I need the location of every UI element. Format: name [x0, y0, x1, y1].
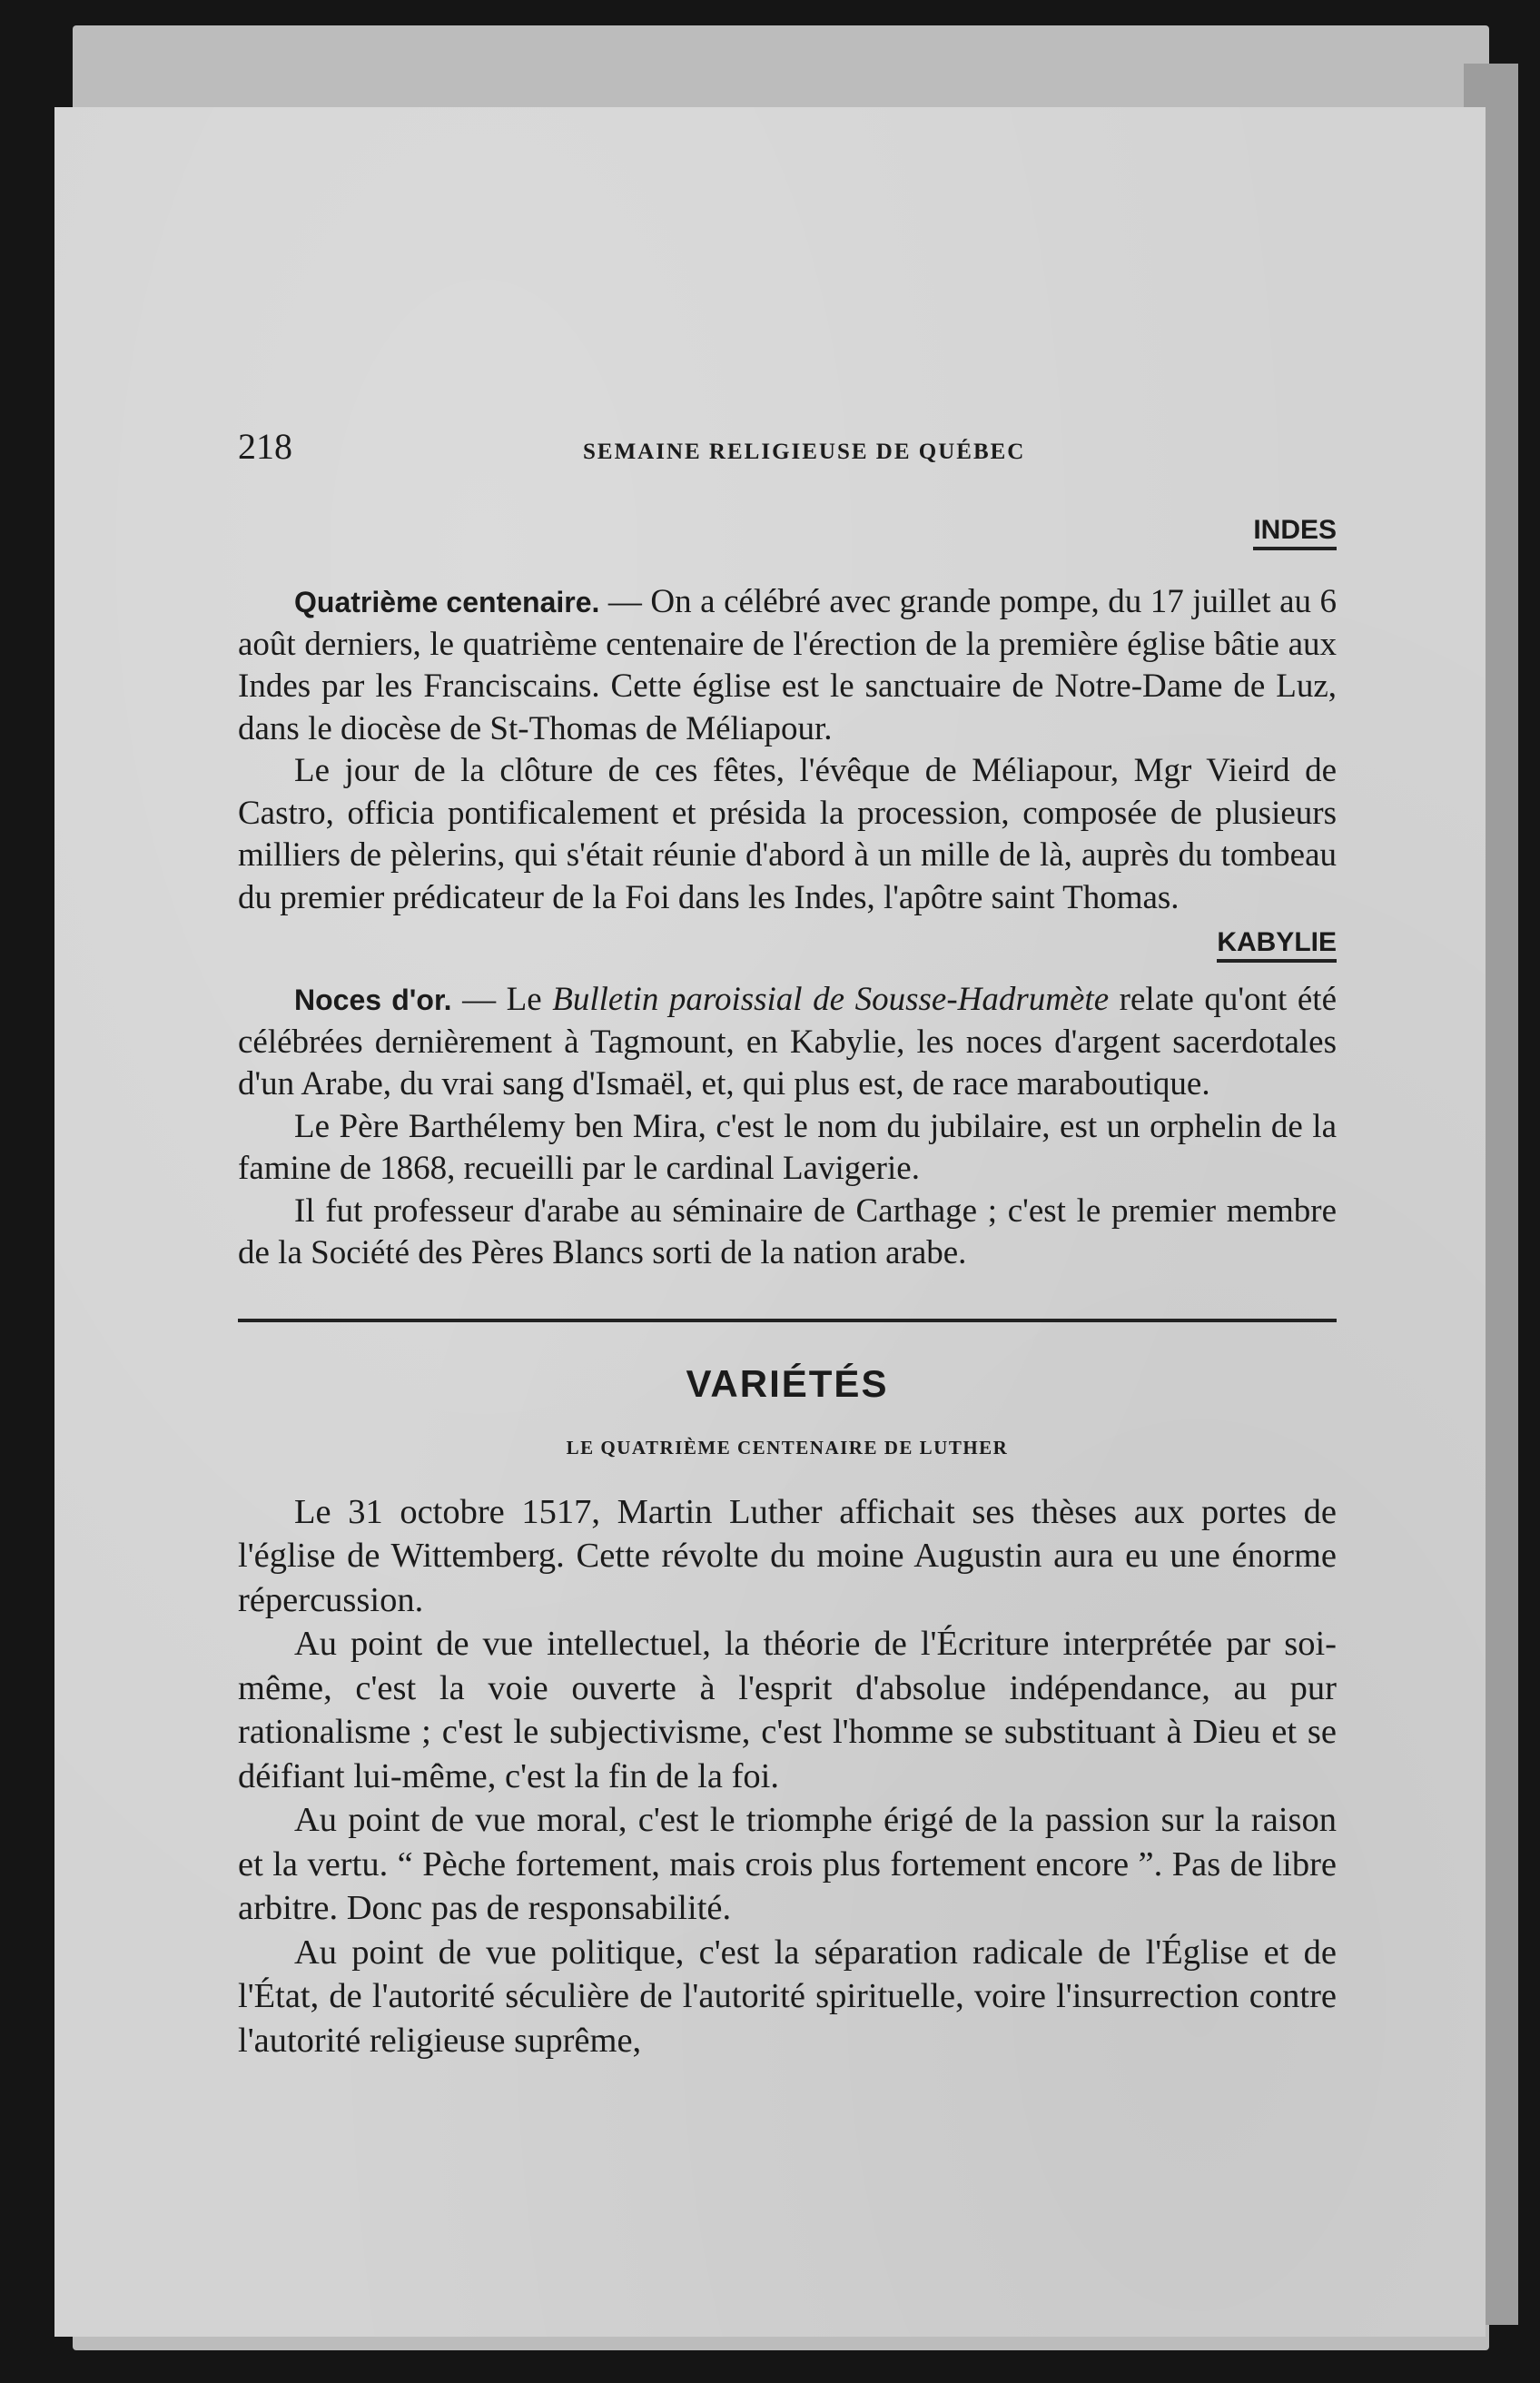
indes-lead-in: Quatrième centenaire. [294, 586, 600, 618]
indes-heading-text: INDES [1253, 515, 1337, 550]
indes-paragraph-1 [238, 581, 1337, 750]
page-content [238, 425, 1337, 2062]
luther-article [238, 1490, 1337, 2063]
luther-paragraph-2: Au point de vue intellectuel, la théorie de l'Écriture interprétée par soi-même, c'est la voie ouverte à l'esprit d'absolue indépendance, au pur rationalisme ; c'est le subjectivisme, c'est l'homme se substituant à Dieu et se déifiant lui-même, c'est la fin de la foi. [238, 1625, 1337, 1795]
page-number: 218 [238, 426, 292, 467]
luther-subheading: LE QUATRIÈME CENTENAIRE DE LUTHER [566, 1436, 1009, 1458]
kabylie-lead-in: Noces d'or. [294, 984, 452, 1016]
luther-paragraph-4: Au point de vue politique, c'est la séparation radicale de l'Église et de l'État, de l'autorité séculière de l'autorité spirituelle, voire l'insurrection contre l'autorité religieuse suprême, [238, 1933, 1337, 2060]
kabylie-p1-part-a: — Le [451, 981, 553, 1018]
kabylie-paragraph-1 [238, 979, 1337, 1106]
indes-paragraph-2: Le jour de la clôture de ces fêtes, l'évêque de Méliapour, Mgr Vieird de Castro, officia pontificalement et présida la procession, composée de plusieurs milliers de pèlerins, qui s'était réunie d'abord à un mille de là, auprès du tombeau du premier prédicateur de la Foi dans les Indes, l'apôtre saint Thomas. [238, 752, 1337, 916]
luther-paragraph-3: Au point de vue moral, c'est le triomphe érigé de la passion sur la raison et la vertu. “ Pèche fortement, mais crois plus fortement encore ”. Pas de libre arbitre. Donc pas de responsabilité. [238, 1801, 1337, 1927]
bulletin-title: Bulletin paroissial de Sousse-Hadrumète [552, 981, 1110, 1018]
kabylie-paragraph-2: Le Père Barthélemy ben Mira, c'est le nom du jubilaire, est un orphelin de la famine de 1868, recueilli par le cardinal Lavigerie. [238, 1107, 1337, 1187]
section-divider [238, 1319, 1337, 1322]
varietes-heading: VARIÉTÉS [686, 1361, 889, 1405]
kabylie-paragraph-3: Il fut professeur d'arabe au séminaire de Carthage ; c'est le premier membre de la Société des Pères Blancs sorti de la nation arabe. [238, 1192, 1337, 1271]
section-heading-indes [238, 510, 1337, 550]
luther-paragraph-1: Le 31 octobre 1517, Martin Luther affichait ses thèses aux portes de l'église de Wittemberg. Cette révolte du moine Augustin aura eu une énorme répercussion. [238, 1492, 1337, 1619]
document-page [54, 107, 1486, 2337]
kabylie-heading-text: KABYLIE [1217, 927, 1337, 963]
kabylie-p1-part-b: relate qu'ont été célébrées dernièrement à Tagmount, en Kabylie, les noces d'argent sacerdotales d'un Arabe, du vrai sang d'Ismaël, et, qui plus est, de race maraboutique. [238, 981, 1338, 1103]
page-header [238, 425, 1337, 489]
section-heading-kabylie [238, 923, 1337, 963]
running-title: SEMAINE RELIGIEUSE DE QUÉBEC [583, 440, 1026, 464]
indes-paragraph-1-text: — On a célébré avec grande pompe, du 17 juillet au 6 août derniers, le quatrième centenaire de l'érection de la première église bâtie aux Indes par les Franciscains. Cette église est le sanctuaire de Notre-Dame de Luz, dans le diocèse de St-Thomas de Méliapour. [238, 583, 1338, 747]
